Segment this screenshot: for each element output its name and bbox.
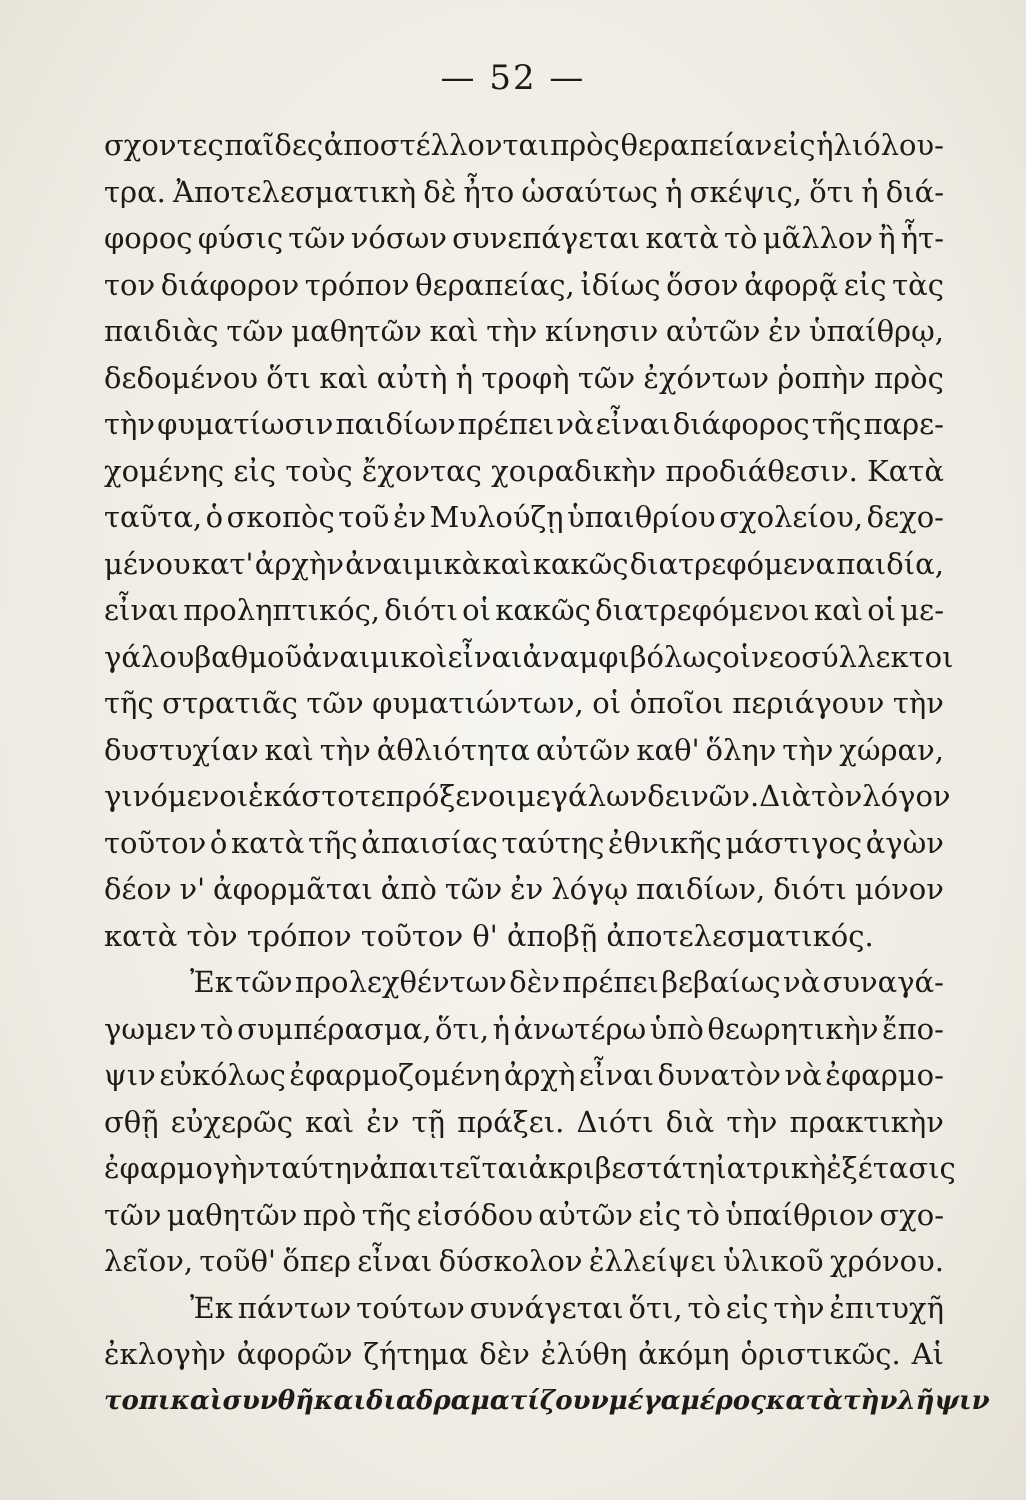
word: σχολείου, — [719, 500, 864, 534]
word: διάφορος — [672, 407, 810, 441]
word: παῖδες — [224, 128, 324, 162]
word: πρέπει — [562, 965, 659, 999]
word: μάστιγος — [725, 825, 863, 860]
word: ὅτι, — [435, 1011, 490, 1046]
word: γάλου — [104, 639, 195, 674]
text-line — [104, 169, 944, 216]
word: τὴν — [319, 732, 371, 767]
text-line — [104, 820, 944, 867]
text-line — [104, 494, 944, 541]
word: τον — [104, 267, 156, 302]
word: ὅσον — [666, 267, 739, 302]
word: καὶ — [319, 360, 369, 395]
word: συναγά- — [822, 965, 944, 999]
text-line — [104, 1331, 944, 1378]
word: προλεχθέντων — [294, 965, 507, 999]
word: τροφὴ — [481, 360, 570, 395]
word: εἰς — [638, 1197, 681, 1232]
word: κατὰ — [230, 825, 305, 860]
word: δύσκολον — [438, 1244, 583, 1278]
word: ὁριστικῶς. — [740, 1337, 901, 1371]
word: ὑπαίθρῳ, — [808, 314, 944, 348]
word: λόγῳ — [551, 872, 629, 906]
word: ταῦτα, — [104, 500, 203, 534]
word: εἰς — [233, 453, 277, 488]
word: σχο- — [879, 1197, 944, 1232]
word: ἀφορᾷ — [744, 267, 839, 302]
word: ἀθλιότητα — [376, 732, 530, 767]
word: ἀρχὴ — [503, 1058, 576, 1092]
word: τρα. — [104, 174, 166, 209]
word: τῆς — [104, 686, 154, 720]
word: δεινῶν. — [647, 779, 760, 813]
word: ἔπο- — [882, 1011, 944, 1046]
word: τῆς — [307, 825, 358, 860]
word: θεραπείαν — [620, 128, 773, 162]
word: ἡ — [455, 360, 474, 395]
word: ἰατρικὴ — [715, 1151, 827, 1185]
word: κίνησιν — [544, 314, 659, 348]
word: διατρεφόμενα — [629, 546, 836, 581]
word: ὅτι, — [628, 1290, 683, 1325]
word: παιδίων, — [635, 872, 766, 906]
word: πρακτικὴν — [789, 1104, 944, 1139]
word: χομένης — [104, 453, 225, 488]
word: διὰ — [665, 1104, 715, 1139]
word: μᾶλλον — [762, 221, 873, 255]
word: βαθμοῦ — [194, 639, 303, 674]
word: ὡσαύτως — [521, 174, 658, 209]
word: συμπέρασμα, — [237, 1011, 432, 1046]
word: τὴν — [782, 732, 834, 767]
text-line — [104, 1145, 956, 1192]
word: Ἐκ — [190, 965, 233, 999]
word: φορος — [104, 221, 193, 255]
word: ἦτο — [463, 174, 515, 209]
word: εὐκόλως — [159, 1058, 286, 1092]
word: ἧτ- — [900, 221, 944, 255]
word: μαθητῶν — [166, 1197, 298, 1232]
word: μένου — [104, 546, 191, 581]
word: φυματίωσιν — [157, 407, 334, 441]
word: τῆς — [361, 1197, 412, 1232]
word: εἰς — [725, 1290, 769, 1325]
text-line — [104, 1192, 944, 1239]
word: τὴν — [892, 686, 944, 720]
word: τῆς — [811, 407, 862, 441]
word: μέγα — [608, 1385, 681, 1416]
word: οἱ — [592, 686, 622, 720]
text-line — [104, 587, 944, 634]
word: ἢ — [878, 221, 896, 255]
word: σθῇ — [104, 1104, 159, 1139]
word: νεοσύλλεκτοι — [751, 639, 954, 674]
word: οἱ — [867, 593, 897, 627]
word: σκοπὸς — [226, 500, 335, 534]
word: τῶν — [226, 314, 284, 348]
word: εἰς — [772, 128, 816, 162]
word: πάντων — [237, 1290, 352, 1325]
word: ὅλην — [705, 732, 777, 767]
word: διά- — [885, 174, 944, 209]
word: τοῦθ' — [199, 1244, 276, 1278]
word: Αἱ — [911, 1337, 944, 1371]
text-line — [104, 1099, 944, 1146]
word: παρε- — [863, 407, 944, 441]
word: τὴν — [726, 1104, 778, 1139]
word: χοιραδικὴν — [491, 453, 657, 488]
text-line — [104, 1285, 944, 1332]
word: Ἐκ — [190, 1290, 233, 1325]
word: ἀναιμικὰ — [345, 546, 482, 581]
word: εἶναι — [447, 639, 523, 674]
word: μαθητῶν — [291, 314, 422, 348]
word: εἶναι — [595, 407, 671, 441]
word: εὐχερῶς — [170, 1104, 293, 1139]
word: διότι — [773, 872, 847, 906]
word: τὴν — [486, 314, 538, 348]
text-line — [104, 727, 944, 774]
text-line — [104, 773, 951, 820]
word: διατρεφόμενοι — [595, 593, 810, 627]
text-line: κατὰ τὸν τρόπον τοῦτον θ' ἀποβῇ ἀποτελεσματικός. — [104, 918, 874, 953]
word: παιδίων — [335, 407, 456, 441]
text-line — [104, 1052, 944, 1099]
word: τοπικαὶ — [104, 1385, 223, 1416]
word: προληπτικός, — [183, 593, 381, 627]
word: ἀρχὴν — [254, 546, 344, 581]
word: μεγάλων — [516, 779, 648, 813]
word: χώραν, — [839, 732, 944, 767]
word: ταύτης — [501, 825, 605, 860]
word: ἐλλείψει — [588, 1244, 717, 1278]
word: νὰ — [783, 965, 821, 999]
word: εἶναι — [578, 1058, 654, 1092]
word: διότι — [384, 593, 458, 627]
text-line — [104, 448, 944, 495]
word: κατ' — [191, 546, 254, 581]
word: τὸ — [724, 221, 758, 255]
word: ἐν — [392, 500, 427, 534]
word: τὴν — [773, 1290, 825, 1325]
word: ἔχοντας — [361, 453, 482, 488]
word: τὰς — [892, 267, 944, 302]
word: τὸ — [200, 1011, 234, 1046]
text-line — [104, 680, 944, 727]
word: ὑλικοῦ — [723, 1244, 824, 1278]
word: στρατιᾶς — [162, 686, 298, 720]
word: ν' — [179, 872, 206, 906]
word: τοῦτον — [104, 825, 207, 860]
word: τὸ — [687, 1290, 721, 1325]
word: οἱ — [462, 593, 491, 627]
word: ἀφορῶν — [236, 1337, 353, 1371]
word: λόγον — [862, 779, 951, 813]
word: αὐτῶν — [538, 1197, 633, 1232]
word: δεχο- — [866, 500, 944, 534]
word: διαδραματίζουν — [366, 1385, 609, 1416]
word: συνεπάγεται — [452, 221, 641, 255]
word: Διότι — [576, 1104, 654, 1139]
word: καὶ — [264, 732, 314, 767]
word: δέον — [104, 872, 172, 906]
word: ἀναμφιβόλως — [522, 639, 723, 674]
word: κατὰ — [645, 221, 719, 255]
word: ἐξέτασις — [826, 1151, 956, 1185]
word: ζήτημα — [363, 1337, 469, 1371]
word: δὲ — [423, 174, 457, 209]
word: ἀπαιτεῖται — [369, 1151, 529, 1185]
word: ἐθνικῆς — [608, 825, 722, 860]
word: κακῶς — [495, 593, 591, 627]
word: φύσις — [197, 221, 284, 255]
word: χρόνου. — [829, 1244, 944, 1278]
text-line — [104, 355, 944, 402]
word: τῶν — [104, 1197, 162, 1232]
word: ἐφαρμογὴν — [104, 1151, 266, 1185]
word: τοὺς — [285, 453, 353, 488]
word: εἰσόδου — [416, 1197, 533, 1232]
word: διάφορον — [160, 267, 300, 302]
word: ὑπὸ — [649, 1011, 704, 1046]
word: τρόπον — [304, 267, 410, 302]
word: ἐν — [510, 872, 544, 906]
word: μέρος — [680, 1385, 766, 1416]
word: ἀπαισίας — [361, 825, 498, 860]
word: ἀφορμᾶται — [213, 872, 373, 906]
word: νὰ — [784, 1058, 822, 1092]
word: ὑπαίθριον — [725, 1197, 874, 1232]
word: ἀπὸ — [380, 872, 437, 906]
word: ἐφαρμοζομένη — [289, 1058, 501, 1092]
word: οἱ — [722, 639, 752, 674]
word: συνάγεται — [469, 1290, 624, 1325]
word: δυνατὸν — [657, 1058, 781, 1092]
word: ὁ — [209, 825, 228, 860]
word: ἐπιτυχῆ — [829, 1290, 944, 1325]
word: ἐλύθη — [540, 1337, 628, 1371]
word: ἰδίως — [580, 267, 661, 302]
word: γωμεν — [104, 1011, 197, 1046]
word: ἐν — [366, 1104, 400, 1139]
word: τῶν — [577, 360, 636, 395]
word: ὁ — [205, 500, 224, 534]
word: πρόξενοι — [385, 779, 517, 813]
word: θεωρητικὴν — [707, 1011, 879, 1046]
word: αὐτῶν — [665, 314, 761, 348]
word: τῇ — [411, 1104, 445, 1139]
text-line — [104, 401, 944, 448]
word: ἑκάστοτε — [248, 779, 386, 813]
word: πρὸς — [550, 128, 620, 162]
word: τῶν — [288, 221, 346, 255]
word: αὐτὴ — [376, 360, 448, 395]
word: συνθῆκαι — [222, 1385, 367, 1416]
word: τῶν — [235, 965, 293, 999]
word: παιδιὰς — [104, 314, 219, 348]
word: κατὰ — [765, 1385, 843, 1416]
word: ὅτι — [809, 174, 855, 209]
word: καὶ — [482, 546, 532, 581]
word: ἐκλογὴν — [104, 1337, 226, 1371]
word: ἡλιόλου- — [816, 128, 944, 162]
word: ἀποστέλλονται — [323, 128, 550, 162]
word: ὁποῖοι — [629, 686, 724, 720]
word: ἀκριβεστάτη — [528, 1151, 716, 1185]
text-line — [104, 1378, 990, 1425]
word: κακῶς — [532, 546, 629, 581]
text-line — [104, 866, 944, 913]
word: ταύτην — [265, 1151, 370, 1185]
text-line — [104, 308, 944, 355]
word: δυστυχίαν — [104, 732, 259, 767]
word: τὴν — [104, 407, 156, 441]
word: δὲν — [479, 1337, 530, 1371]
word: Διὰ — [759, 779, 812, 813]
word: με- — [900, 593, 944, 627]
word: ἡ — [861, 174, 879, 209]
word: τὴν — [842, 1385, 898, 1416]
body-text — [104, 122, 990, 1424]
word: γινόμενοι — [104, 779, 249, 813]
word: ἀναιμικοὶ — [302, 639, 448, 674]
word: εἶναι — [104, 593, 179, 627]
word: Μυλούζῃ — [429, 500, 564, 534]
word: τῶν — [306, 686, 364, 720]
word: αὐτῶν — [535, 732, 631, 767]
word: ὅτι — [266, 360, 312, 395]
word: φυματιώντων, — [372, 686, 584, 720]
word: πρὸ — [302, 1197, 357, 1232]
word: καὶ — [429, 314, 479, 348]
word: λῆψιν — [897, 1385, 990, 1416]
word: εἶναι — [357, 1244, 433, 1278]
word: σκέψις, — [689, 174, 803, 209]
word: δεδομένου — [104, 360, 258, 395]
text-line — [104, 541, 944, 588]
text-line — [104, 215, 944, 262]
word: ὅπερ — [282, 1244, 351, 1278]
word: ἐν — [768, 314, 802, 348]
word: νὰ — [556, 407, 594, 441]
word: περιάγουν — [732, 686, 885, 720]
word: Κατὰ — [867, 453, 944, 488]
word: ψιν — [104, 1058, 156, 1092]
word: λεῖον, — [104, 1244, 194, 1278]
text-line — [104, 262, 944, 309]
text-line — [104, 1238, 944, 1285]
word: τούτων — [356, 1290, 465, 1325]
word: καὶ — [305, 1104, 355, 1139]
word: πρέπει — [457, 407, 555, 441]
word: προδιάθεσιν. — [665, 453, 858, 488]
word: ἐφαρμο- — [825, 1058, 944, 1092]
word: ἐχόντων — [643, 360, 769, 395]
word: ἀγὼν — [865, 825, 944, 860]
word: πρὸς — [874, 360, 944, 395]
word: παιδία, — [836, 546, 944, 581]
word: τῶν — [444, 872, 503, 906]
word: τοῦ — [338, 500, 390, 534]
word: νόσων — [350, 221, 447, 255]
word: τὸν — [811, 779, 863, 813]
page-number: — 52 — — [440, 58, 586, 98]
word: θεραπείας, — [415, 267, 575, 302]
word: δὲν — [509, 965, 560, 999]
word: ἀκόμη — [638, 1337, 730, 1371]
word: ὑπαιθρίου — [567, 500, 716, 534]
word: ἀνωτέρω — [513, 1011, 647, 1046]
text-line — [104, 634, 954, 681]
word: τὸ — [686, 1197, 720, 1232]
word: σχοντες — [104, 128, 224, 162]
word: καθ' — [636, 732, 700, 767]
word: ἡ — [665, 174, 683, 209]
text-line — [104, 122, 944, 169]
text-line — [104, 1006, 944, 1053]
word: Ἀποτελεσματικὴ — [173, 174, 417, 209]
word: εἰς — [843, 267, 887, 302]
word: καὶ — [813, 593, 864, 627]
word: μόνον — [854, 872, 944, 906]
word: ἡ — [492, 1011, 511, 1046]
word: πράξει. — [457, 1104, 565, 1139]
word: βεβαίως — [661, 965, 781, 999]
word: ῥοπὴν — [777, 360, 866, 395]
text-line — [104, 959, 944, 1006]
